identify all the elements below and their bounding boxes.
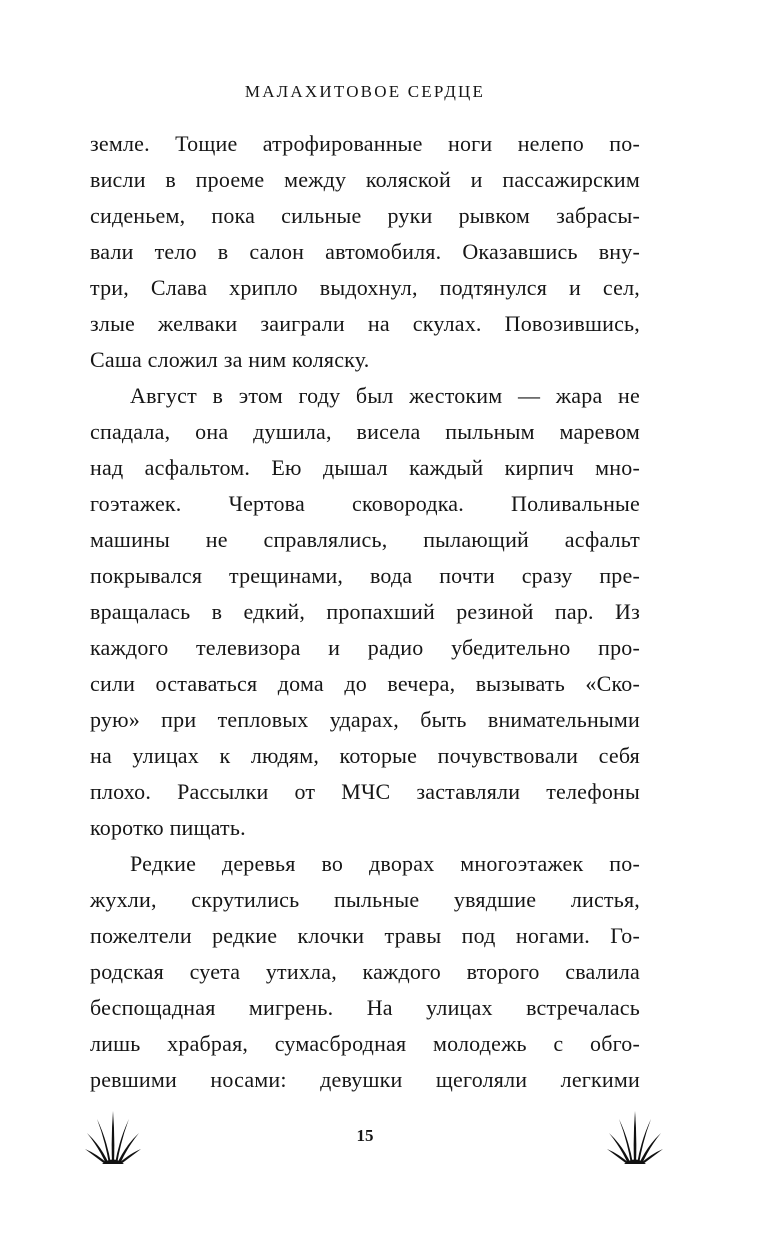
- paragraph: [90, 126, 640, 378]
- text-line: каждого телевизора и радио убедительно про-: [90, 635, 640, 660]
- text-line: вали тело в салон автомобиля. Оказавшись вну-: [90, 239, 640, 264]
- page-number: 15: [356, 1126, 374, 1145]
- text-line: беспощадная мигрень. На улицах встречалась: [90, 995, 640, 1020]
- text-line: на улицах к людям, которые почувствовали себя: [90, 743, 640, 768]
- text-line: земле. Тощие атрофированные ноги нелепо по-: [90, 131, 640, 156]
- text-line: родская суета утихла, каждого второго свалила: [90, 959, 640, 984]
- text-line: три, Слава хрипло выдохнул, подтянулся и сел,: [90, 275, 640, 300]
- text-line: вращалась в едкий, пропахший резиной пар. Из: [90, 599, 640, 624]
- text-line: спадала, она душила, висела пыльным маревом: [90, 419, 640, 444]
- text-line: лишь храбрая, сумасбродная молодежь с обго-: [90, 1031, 640, 1056]
- text-line: сиденьем, пока сильные руки рывком забрасы-: [90, 203, 640, 228]
- text-line: коротко пищать.: [90, 815, 246, 840]
- text-line: ревшими носами: девушки щеголяли легкими: [90, 1067, 640, 1092]
- text-line: Редкие деревья во дворах многоэтажек по-: [130, 851, 640, 876]
- grass-ornament-right: [604, 1106, 666, 1164]
- text-line: покрывался трещинами, вода почти сразу пре-: [90, 563, 640, 588]
- paragraph: [90, 846, 640, 1098]
- text-line: над асфальтом. Ею дышал каждый кирпич мно-: [90, 455, 640, 480]
- text-line: висли в проеме между коляской и пассажирским: [90, 167, 640, 192]
- body-text: [90, 126, 640, 1098]
- text-line: машины не справлялись, пылающий асфальт: [90, 527, 640, 552]
- text-line: рую» при тепловых ударах, быть внимательными: [90, 707, 640, 732]
- paragraph: [90, 378, 640, 846]
- text-line: сили оставаться дома до вечера, вызывать «Ско-: [90, 671, 640, 696]
- text-line: пожелтели редкие клочки травы под ногами. Го-: [90, 923, 640, 948]
- text-line: Саша сложил за ним коляску.: [90, 347, 370, 372]
- running-header: МАЛАХИТОВОЕ СЕРДЦЕ: [244, 82, 486, 101]
- text-line: злые желваки заиграли на скулах. Повозившись,: [90, 311, 640, 336]
- text-line: гоэтажек. Чертова сковородка. Поливальные: [90, 491, 640, 516]
- text-line: жухли, скрутились пыльные увядшие листья,: [90, 887, 640, 912]
- text-line: плохо. Рассылки от МЧС заставляли телефоны: [90, 779, 640, 804]
- text-line: Август в этом году был жестоким — жара не: [130, 383, 640, 408]
